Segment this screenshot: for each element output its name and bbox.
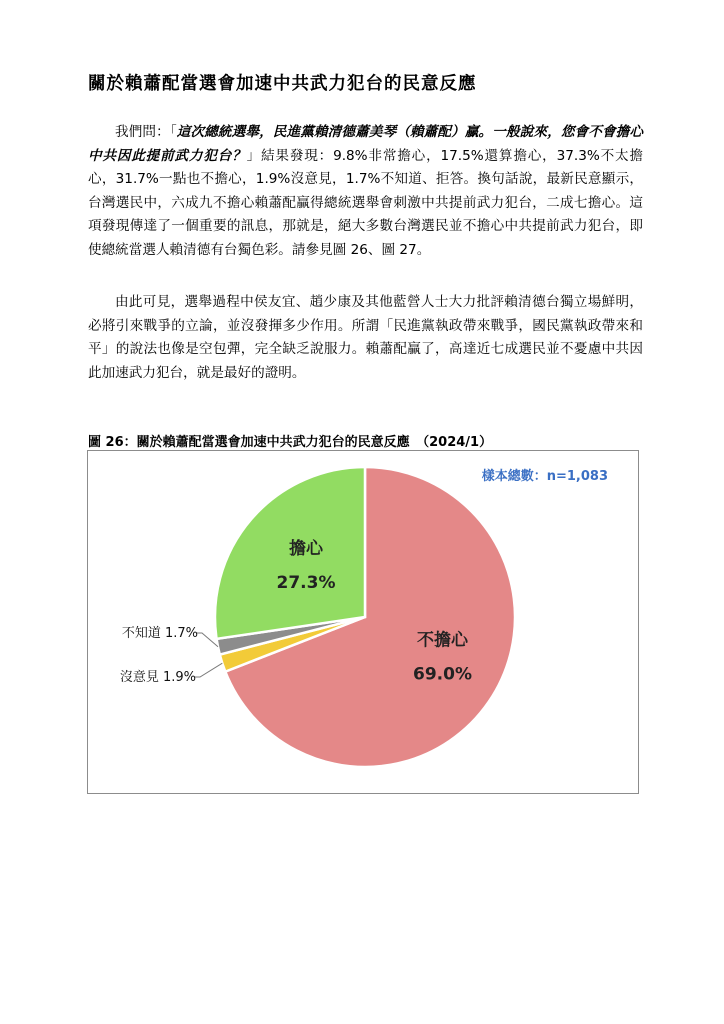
figure-caption: 圖 26：關於賴蕭配當選會加速中共武力犯台的民意反應 （2024/1） — [88, 435, 493, 450]
section-title: 關於賴蕭配當選會加速中共武力犯台的民意反應 — [88, 74, 477, 94]
slice-outside-label: 不知道 1.7% — [121, 626, 198, 641]
slice-value-label: 27.3% — [276, 573, 336, 593]
slice-name-label: 不擔心 — [417, 630, 468, 651]
conclusion-text: 由此可見，選舉過程中侯友宜、趙少康及其他藍營人士大力批評賴清德台獨立場鮮明，必將引來戰爭的立論，並沒發揮多少作用。所謂「民進黨執政帶來戰爭，國民黨執政帶來和平」的說法也像是空包彈，完全缺乏說服力。賴蕭配贏了，高達近七成選民並不憂慮中共因此加速武力犯台，就是最好的證明。 — [88, 294, 643, 381]
paragraph-findings — [88, 121, 643, 262]
chart-frame — [87, 450, 639, 794]
pie-chart — [88, 451, 638, 793]
findings-text: 」結果發現：9.8%非常擔心，17.5%還算擔心，37.3%不太擔心，31.7%一點也不擔心，1.9%沒意見，1.7%不知道、拒答。換句話說，最新民意顯示，台灣選民中，六成九不擔心賴蕭配贏得總統選舉會刺激中共提前武力犯台，二成七擔心。這項發現傳達了一個重要的訊息，那就是，絕大多數台灣選民並不擔心中共提前武力犯台，即使總統當選人賴清德有台獨色彩。請參見圖 26、圖 27。 — [88, 147, 644, 258]
paragraph-conclusion — [88, 291, 643, 385]
sample-size-annotation: 樣本總數：n=1,083 — [481, 469, 608, 484]
slice-leader-line — [194, 663, 222, 677]
question-prefix: 我們問：「 — [115, 124, 177, 140]
slice-leader-line — [196, 633, 218, 647]
pie-slices — [215, 467, 515, 767]
slice-value-label: 69.0% — [413, 664, 472, 685]
survey-question: 這次總統選舉，民進黨賴清德蕭美琴（賴蕭配）贏。一般說來，您會不會擔心中共因此提前武力犯台？ — [88, 124, 643, 164]
slice-name-label: 擔心 — [289, 539, 323, 559]
slice-outside-label: 沒意見 1.9% — [119, 670, 196, 685]
